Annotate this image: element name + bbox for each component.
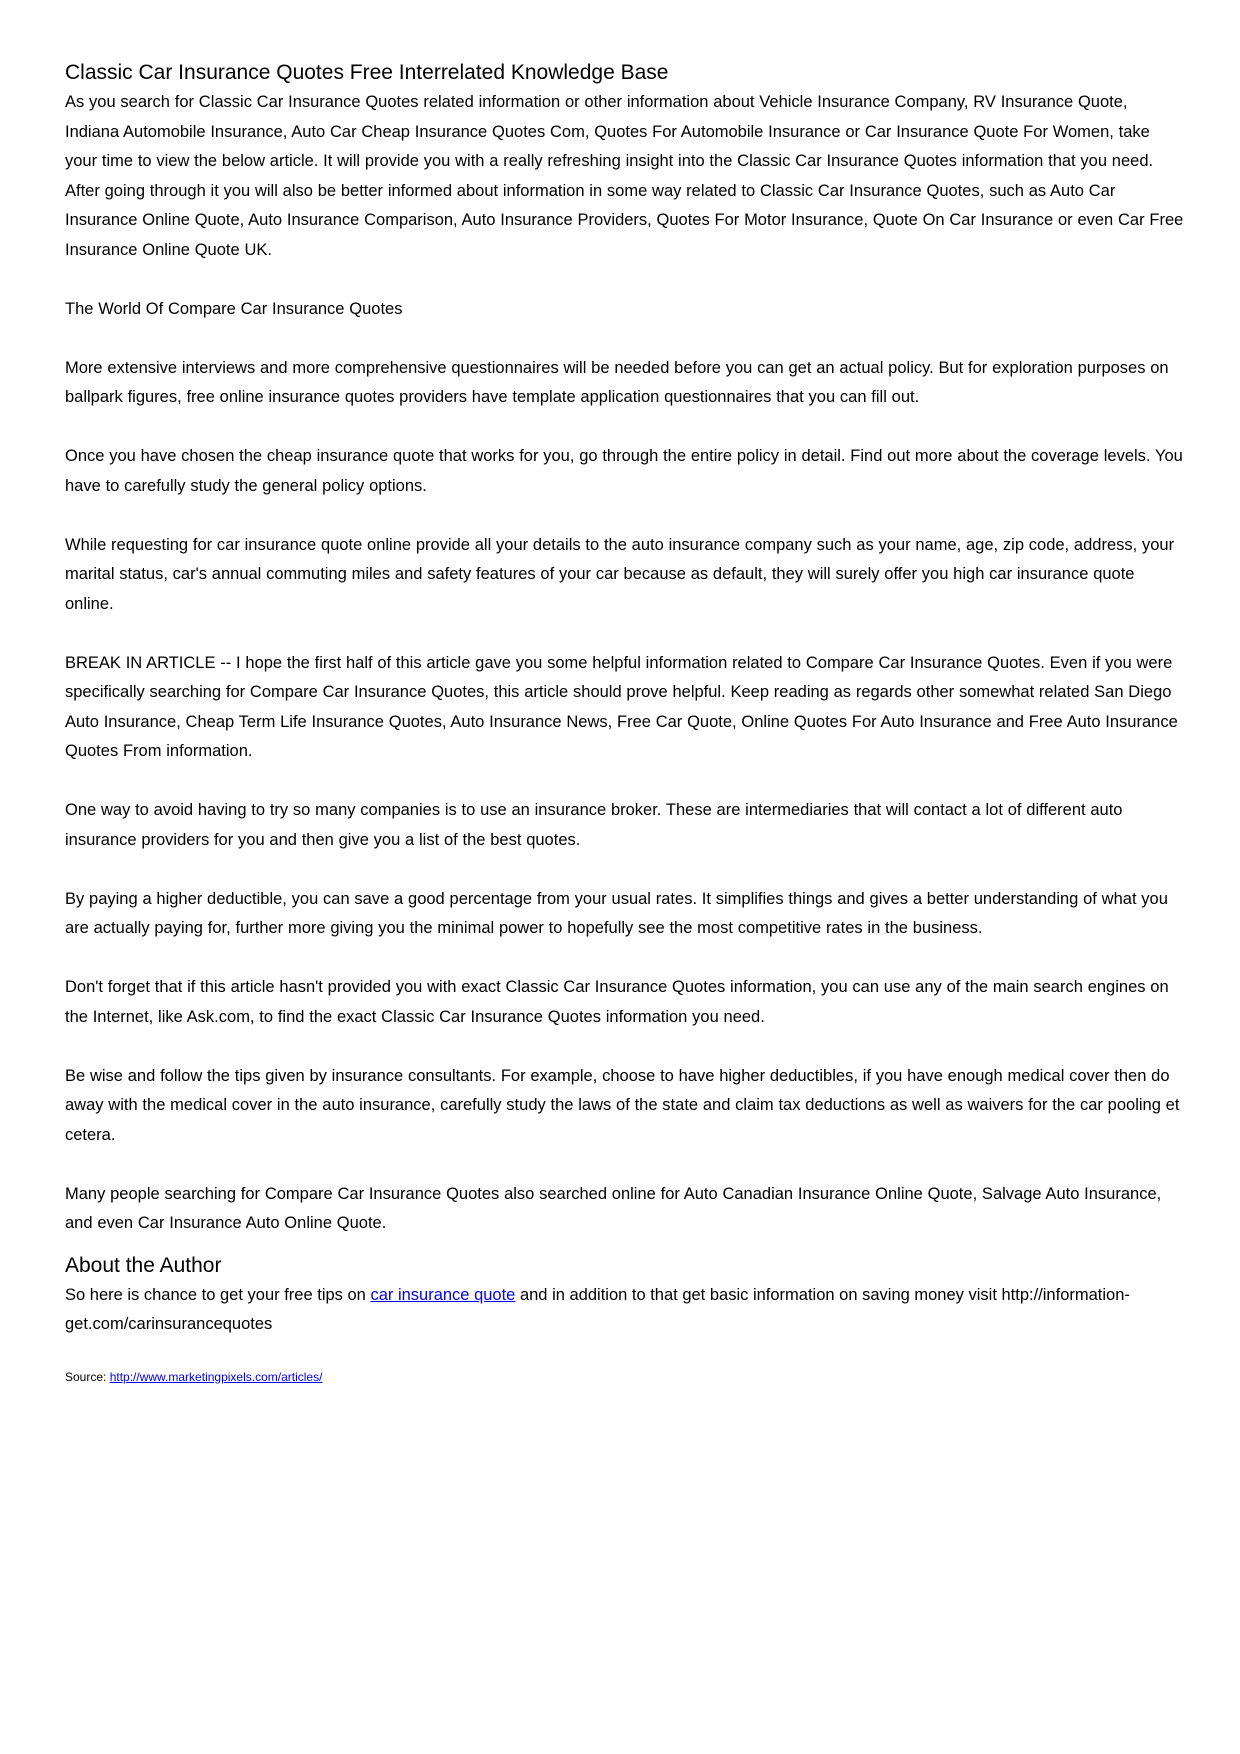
article-paragraph: One way to avoid having to try so many companies is to use an insurance broker. These are intermediaries that will contact a lot of different auto insurance providers for you and then give you a list of the best quotes. xyxy=(65,801,1123,849)
author-text-after-link: and in addition to that get basic information on saving money visit http://information-get.com/carinsurancequotes xyxy=(65,1285,1130,1333)
article-paragraph: Many people searching for Compare Car Insurance Quotes also searched online for Auto Canadian Insurance Online Quote, Salvage Auto Insurance, and even Car Insurance Auto Online Quote. xyxy=(65,1184,1162,1232)
article-paragraph: BREAK IN ARTICLE -- I hope the first half of this article gave you some helpful information related to Compare Car Insurance Quotes. Even if you were specifically searching for Compare Car Insurance Quotes, this article should prove helpful. Keep reading as regards other somewhat related San Diego Auto Insurance, Cheap Term Life Insurance Quotes, Auto Insurance News, Free Car Quote, Online Quotes For Auto Insurance and Free Auto Insurance Quotes From information. xyxy=(65,653,1178,760)
article-paragraph: Don't forget that if this article hasn't provided you with exact Classic Car Insurance Quotes information, you can use any of the main search engines on the Internet, like Ask.com, to find the exact Classic Car Insurance Quotes information you need. xyxy=(65,978,1169,1026)
article-paragraph: By paying a higher deductible, you can save a good percentage from your usual rates. It simplifies things and gives a better understanding of what you are actually paying for, further more giving you the minimal power to hopefully see the most competitive rates in the business. xyxy=(65,889,1168,937)
article-intro: As you search for Classic Car Insurance Quotes related information or other information about Vehicle Insurance Company, RV Insurance Quote, Indiana Automobile Insurance, Auto Car Cheap Insurance Quotes Com, Quotes For Automobile Insurance or Car Insurance Quote For Women, take your time to view the below article. It will provide you with a really refreshing insight into the Classic Car Insurance Quotes information that you need. After going through it you will also be better informed about information in some way related to Classic Car Insurance Quotes, such as Auto Car Insurance Online Quote, Auto Insurance Comparison, Auto Insurance Providers, Quotes For Motor Insurance, Quote On Car Insurance or even Car Free Insurance Online Quote UK. xyxy=(65,93,1184,259)
article-paragraph: While requesting for car insurance quote online provide all your details to the auto insurance company such as your name, age, zip code, address, your marital status, car's annual commuting miles and safety features of your car because as default, they will surely offer you high car insurance quote online. xyxy=(65,535,1175,613)
author-bio xyxy=(65,1281,1185,1340)
source-link[interactable]: http://www.marketingpixels.com/articles/ xyxy=(109,1369,323,1384)
document-page xyxy=(65,58,1185,1385)
article-paragraph: More extensive interviews and more comprehensive questionnaires will be needed before you can get an actual policy. But for exploration purposes on ballpark figures, free online insurance quotes providers have template application questionnaires that you can fill out. xyxy=(65,358,1169,406)
author-text-before-link: So here is chance to get your free tips on xyxy=(65,1285,371,1304)
article-subheading: The World Of Compare Car Insurance Quotes xyxy=(65,299,403,318)
source-label: Source: xyxy=(65,1369,110,1384)
source-line xyxy=(65,1369,1185,1385)
car-insurance-quote-link[interactable]: car insurance quote xyxy=(370,1285,516,1304)
article-paragraph: Be wise and follow the tips given by insurance consultants. For example, choose to have higher deductibles, if you have enough medical cover then do away with the medical cover in the auto insurance, carefully study the laws of the state and claim tax deductions as well as waivers for the car pooling et cetera. xyxy=(65,1066,1180,1144)
article-title: Classic Car Insurance Quotes Free Interrelated Knowledge Base xyxy=(65,61,669,84)
author-heading: About the Author xyxy=(65,1253,222,1277)
article-paragraph: Once you have chosen the cheap insurance quote that works for you, go through the entire policy in detail. Find out more about the coverage levels. You have to carefully study the general policy options. xyxy=(65,447,1183,495)
